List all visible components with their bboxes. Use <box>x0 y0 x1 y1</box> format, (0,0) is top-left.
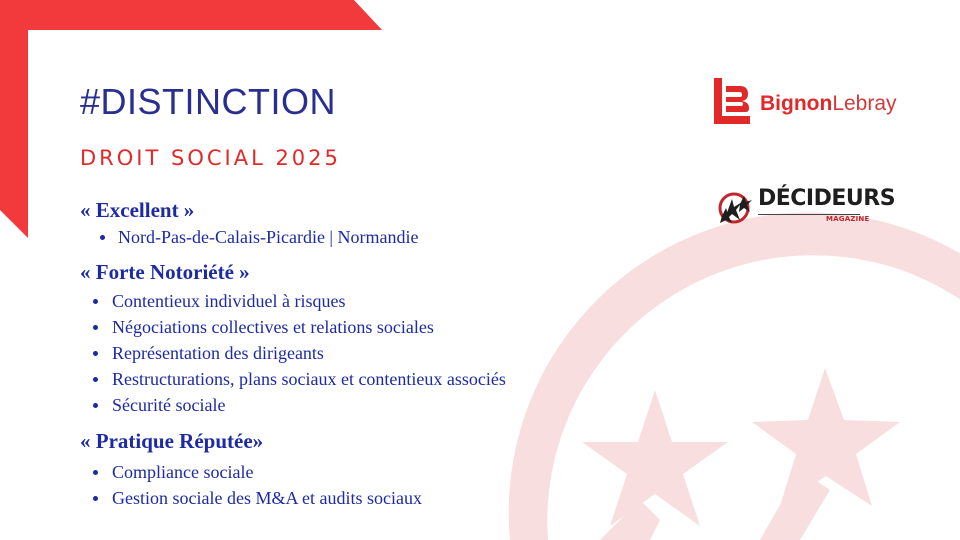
list-item-label: Restructurations, plans sociaux et contentieux associés <box>112 369 506 389</box>
bullet-icon <box>93 299 98 304</box>
bullet-icon <box>93 325 98 330</box>
list-item-label: Contentieux individuel à risques <box>112 291 346 311</box>
section-items <box>80 288 700 418</box>
bullet-icon <box>93 496 98 501</box>
section-title: « Excellent » <box>80 198 195 222</box>
list-item <box>80 340 700 366</box>
bullet-icon <box>93 470 98 475</box>
list-item <box>80 459 700 485</box>
decideurs-magazine-label: MAGAZINE <box>826 215 870 223</box>
bullet-icon <box>93 403 98 408</box>
page-subtitle: DROIT SOCIAL 2025 <box>80 146 341 170</box>
section-title: « Pratique Réputée» <box>80 429 264 453</box>
distinctions-list <box>80 198 700 511</box>
list-item <box>80 224 700 250</box>
list-item <box>80 366 700 392</box>
section-excellent <box>80 198 700 250</box>
list-item-label: Négociations collectives et relations sociales <box>112 317 434 337</box>
list-item <box>80 392 700 418</box>
page-title: #DISTINCTION <box>80 81 337 122</box>
section-items <box>80 459 700 511</box>
bullet-icon <box>93 377 98 382</box>
bignon-lebray-logo-mark-icon <box>712 76 752 128</box>
list-item <box>80 314 700 340</box>
bignon-lebray-wordmark <box>760 93 897 114</box>
list-item <box>80 288 700 314</box>
bullet-icon <box>93 351 98 356</box>
list-item-label: Représentation des dirigeants <box>112 343 324 363</box>
section-title: « Forte Notoriété » <box>80 260 250 284</box>
wordmark-regular: Lebray <box>832 92 897 115</box>
section-pratique-reputee <box>80 429 700 511</box>
section-forte-notoriete <box>80 260 700 418</box>
list-item-label: Gestion sociale des M&A et audits sociaux <box>112 488 422 508</box>
list-item-label: Nord-Pas-de-Calais-Picardie | Normandie <box>118 227 419 247</box>
decideurs-wordmark: DÉCIDEURS <box>758 186 896 211</box>
bignon-lebray-logo <box>712 76 912 132</box>
wordmark-bold: Bignon <box>760 92 833 115</box>
decideurs-star-logo-mark-icon <box>714 190 760 224</box>
list-item-label: Compliance sociale <box>112 462 254 482</box>
list-item <box>80 485 700 511</box>
decideurs-logo <box>714 186 914 230</box>
section-items <box>80 224 700 250</box>
list-item-label: Sécurité sociale <box>112 395 226 415</box>
bullet-icon <box>100 235 105 240</box>
